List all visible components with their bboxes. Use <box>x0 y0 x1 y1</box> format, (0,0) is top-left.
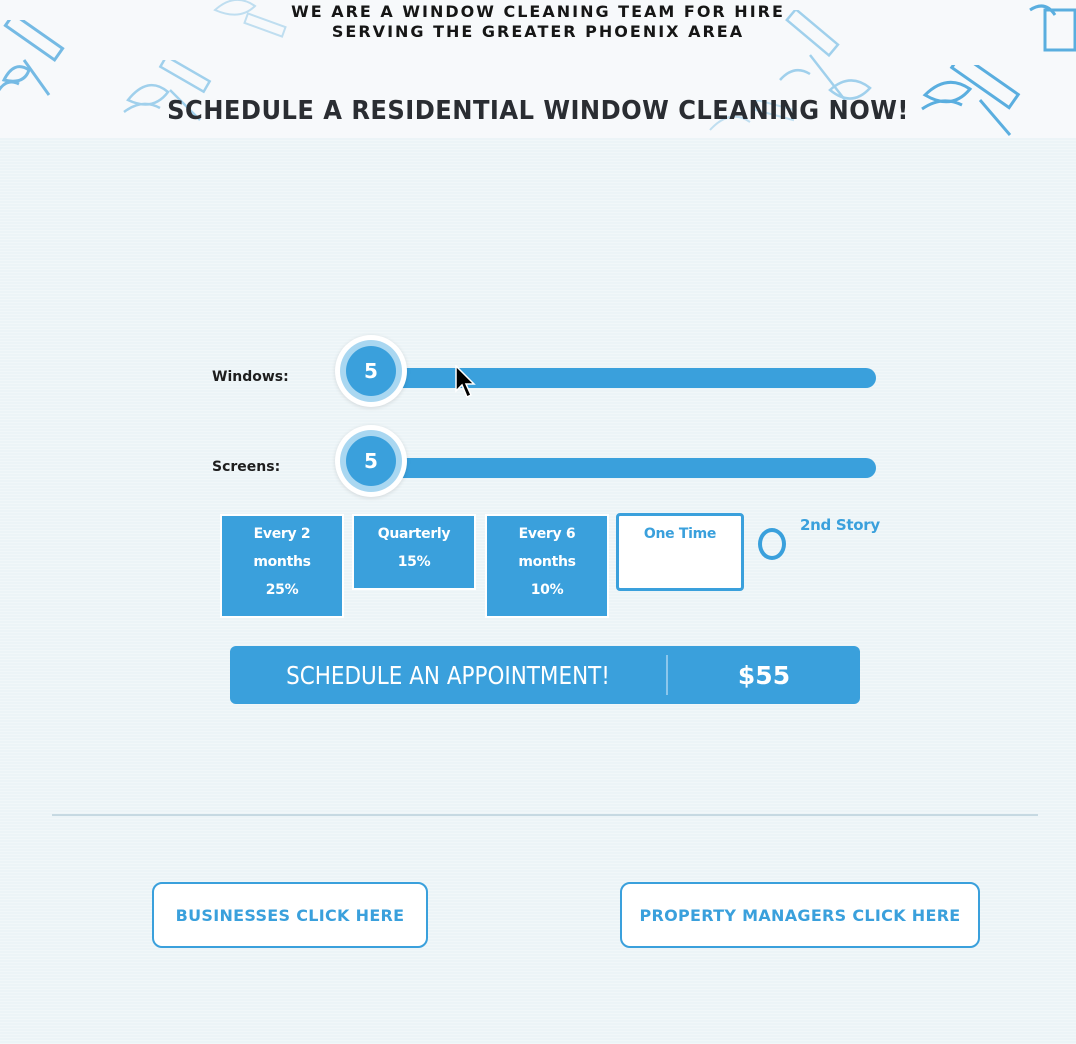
property-managers-button[interactable]: PROPERTY MANAGERS CLICK HERE <box>620 882 980 948</box>
frequency-line-1: Quarterly <box>377 526 451 542</box>
page-title: SCHEDULE A RESIDENTIAL WINDOW CLEANING NOW! <box>167 96 909 126</box>
windows-label: Windows: <box>212 369 289 385</box>
businesses-button[interactable]: BUSINESSES CLICK HERE <box>152 882 428 948</box>
screens-slider-track[interactable] <box>370 458 876 478</box>
frequency-discount: 15% <box>397 554 431 570</box>
screens-label: Screens: <box>212 459 281 475</box>
windows-slider-handle[interactable] <box>335 335 407 407</box>
mouse-cursor-icon <box>455 365 477 399</box>
price-total: $55 <box>737 660 791 690</box>
schedule-appointment-label: SCHEDULE AN APPOINTMENT! <box>286 660 610 690</box>
section-divider <box>52 814 1038 816</box>
frequency-line-1: Every 2 <box>253 526 311 542</box>
frequency-line-2: months <box>518 554 576 570</box>
frequency-quarterly[interactable] <box>352 514 476 590</box>
windows-slider-track[interactable] <box>370 368 876 388</box>
screens-slider-handle[interactable] <box>335 425 407 497</box>
hero-tagline-line-1: WE ARE A WINDOW CLEANING TEAM FOR HIRE <box>291 2 785 21</box>
frequency-one-time[interactable] <box>616 513 744 591</box>
frequency-discount: 25% <box>265 582 299 598</box>
frequency-discount: 10% <box>530 582 564 598</box>
second-story-label: 2nd Story <box>800 516 880 534</box>
schedule-appointment-button[interactable] <box>230 646 860 704</box>
frequency-every-6-months[interactable] <box>485 514 609 618</box>
second-story-radio[interactable] <box>758 528 786 560</box>
frequency-line-1: One Time <box>643 526 717 542</box>
frequency-line-1: Every 6 <box>518 526 576 542</box>
frequency-line-2: months <box>253 554 311 570</box>
frequency-every-2-months[interactable] <box>220 514 344 618</box>
hero-tagline-line-2: SERVING THE GREATER PHOENIX AREA <box>331 22 745 41</box>
screens-slider-value: 5 <box>346 436 396 486</box>
windows-slider-value: 5 <box>346 346 396 396</box>
